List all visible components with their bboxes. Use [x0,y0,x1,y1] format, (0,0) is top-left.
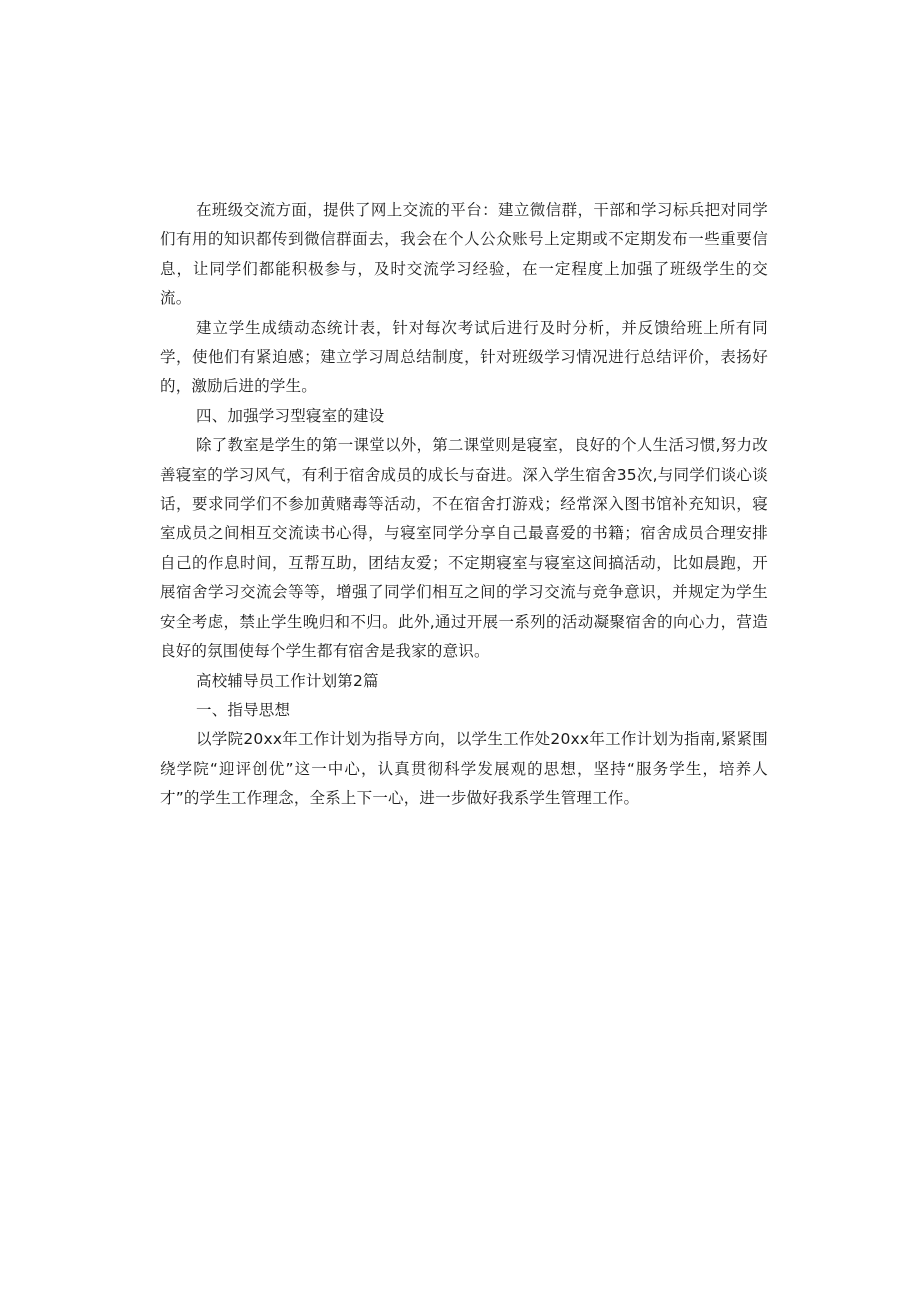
paragraph-class-communication: 在班级交流方面，提供了网上交流的平台：建立微信群，干部和学习标兵把对同学们有用的知识都传到微信群面去，我会在个人公众账号上定期或不定期发布一些重要信息，让同学们都能积极参与，及时交流学习经验，在一定程度上加强了班级学生的交流。 [160,201,768,308]
paragraph-grade-statistics: 建立学生成绩动态统计表，针对每次考试后进行及时分析，并反馈给班上所有同学，使他们有紧迫感；建立学习周总结制度，针对班级学习情况进行总结评价，表扬好的，激励后进的学生。 [160,318,768,396]
document-body [160,196,768,814]
paragraph-guiding-ideology: 以学院20xx年工作计划为指导方向，以学生工作处20xx年工作计划为指南,紧紧围绕学院“迎评创优”这一中心，认真贯彻科学发展观的思想，坚持“服务学生，培养人才”的学生工作理念，全系上下一心，进一步做好我系学生管理工作。 [160,730,768,808]
section-heading-dormitory: 四、加强学习型寝室的建设 [196,406,385,425]
paragraph-dormitory-building: 除了教室是学生的第一课堂以外，第二课堂则是寝室，良好的个人生活习惯,努力改善寝室的学习风气，有利于宿舍成员的成长与奋进。深入学生宿舍35次,与同学们谈心谈话，要求同学们不参加黄赌毒等活动，不在宿舍打游戏；经常深入图书馆补充知识，寝室成员之间相互交流读书心得，与寝室同学分享自己最喜爱的书籍；宿舍成员合理安排自己的作息时间，互帮互助，团结友爱；不定期寝室与寝室这间搞活动，比如晨跑，开展宿舍学习交流会等等，增强了同学们相互之间的学习交流与竞争意识，并规定为学生安全考虑，禁止学生晚归和不归。此外,通过开展一系列的活动凝聚宿舍的向心力，营造良好的氛围使每个学生都有宿舍是我家的意识。 [160,436,768,661]
section-heading-guiding-ideology: 一、指导思想 [196,700,291,719]
article-title-part-2: 高校辅导员工作计划第2篇 [196,671,379,690]
